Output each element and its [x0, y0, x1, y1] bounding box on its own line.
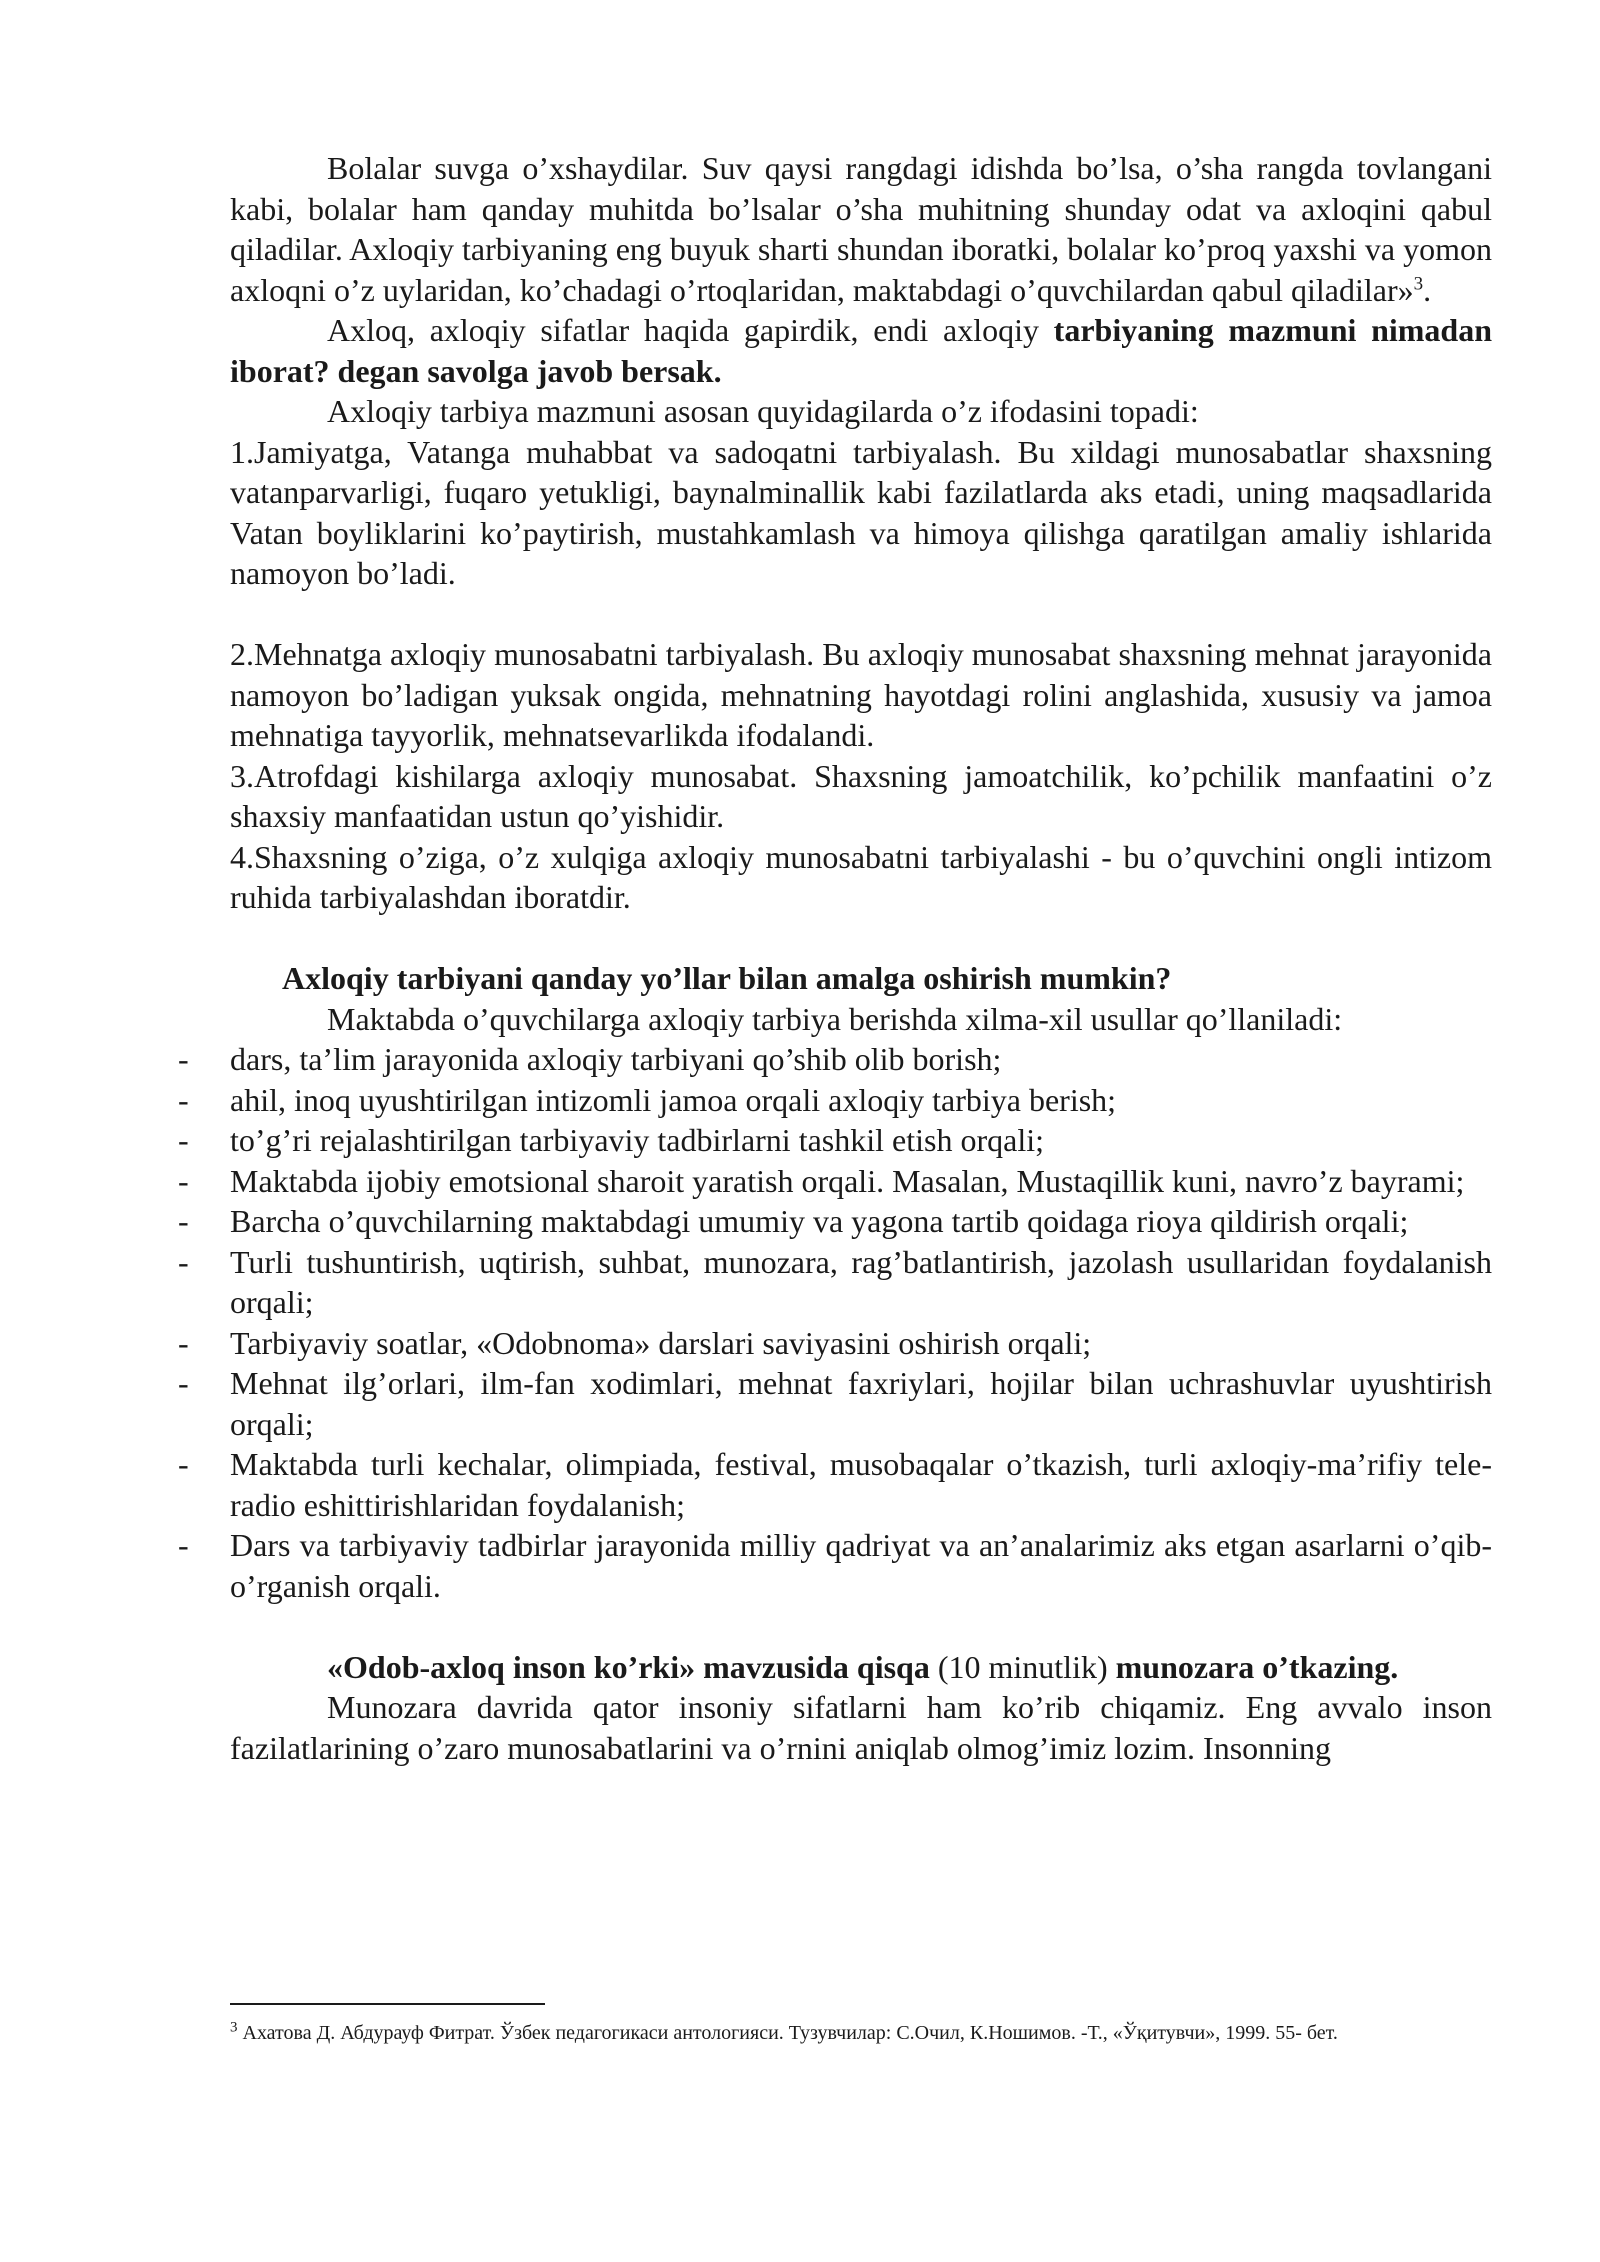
- dash-bullet: -: [178, 1203, 189, 1239]
- dash-bullet: -: [178, 1365, 189, 1401]
- dash-bullet: -: [178, 1041, 189, 1077]
- section-heading-text: Axloqiy tarbiyani qanday yo’llar bilan amalga oshirish mumkin?: [282, 960, 1172, 996]
- dash-bullet: -: [178, 1243, 189, 1280]
- footnote-text: Ахатова Д. Абдурауф Фитрат. Ўзбек педагогикаси антологияси. Тузувчилар: С.Очил, К.Ношимов. -Т., «Ўқитувчи», 1999. 55- бет.: [237, 2022, 1338, 2044]
- list-item-text: dars, ta’lim jarayonida axloqiy tarbiyani qo’shib olib borish;: [230, 1041, 1002, 1077]
- list-item: [178, 1039, 1492, 1080]
- bold-task-text: munozara o’tkazing.: [1115, 1648, 1399, 1685]
- blank-line: [230, 918, 1492, 959]
- list-item-text: Mehnat ilg’orlari, ilm-fan xodimlari, mehnat faxriylari, hojilar bilan uchrashuvlar uyushtirish orqali;: [230, 1365, 1492, 1442]
- footnote-separator: [230, 2003, 545, 2005]
- paragraph-end-punct: .: [1423, 271, 1432, 308]
- paragraph-content-question: [230, 310, 1492, 391]
- paragraph-discussion-body: Munozara davrida qator insoniy sifatlarni ham ko’rib chiqamiz. Eng avvalo inson fazilatlarining o’zaro munosabatlarini va o’rnini aniqlab olmog’imiz lozim. Insonning: [230, 1689, 1492, 1766]
- dash-bullet: -: [178, 1122, 189, 1158]
- footnote-number: 3: [230, 2019, 238, 2036]
- paragraph-item-1: 1.Jamiyatga, Vatanga muhabbat va sadoqatni tarbiyalash. Bu xildagi munosabatlar shaxsning vatanparvarligi, fuqaro yetukligi, baynalminallik kabi fazilatlarda aks etadi, uning maqsadlarida Vatan boyliklarini ko’paytirish, mustahkamlash va himoya qilishga qaratilgan amaliy ishlarida namoyon bo’ladi.: [230, 433, 1492, 591]
- list-item: [178, 1201, 1492, 1242]
- paragraph-item-2: 2.Mehnatga axloqiy munosabatni tarbiyalash. Bu axloqiy munosabat shaxsning mehnat jarayonida namoyon bo’ladigan yuksak ongida, mehnatning hayotdagi rolini anglashida, xususiy va jamoa mehnatiga tayyorlik, mehnatsevarlikda ifodalandi.: [230, 636, 1492, 753]
- document-body: [178, 148, 1492, 1768]
- list-item-text: Barcha o’quvchilarning maktabdagi umumiy va yagona tartib qoidaga rioya qildirish orqali;: [230, 1203, 1409, 1239]
- list-item: [178, 1080, 1492, 1121]
- methods-list: [178, 1039, 1492, 1606]
- paragraph-children-like-water: [230, 148, 1492, 310]
- list-item: [178, 1363, 1492, 1444]
- footnote: [230, 2018, 1492, 2048]
- paragraph-text: Axloq, axloqiy sifatlar haqida gapirdik, endi axloqiy: [327, 312, 1054, 348]
- list-item: [178, 1525, 1492, 1606]
- list-item-text: Dars va tarbiyaviy tadbirlar jarayonida milliy qadriyat va an’analarimiz aks etgan asarlarni o’qib-o’rganish orqali.: [230, 1527, 1492, 1604]
- paragraph-methods-intro: Maktabda o’quvchilarga axloqiy tarbiya berishda xilma-xil usullar qo’llaniladi:: [327, 1000, 1343, 1037]
- dash-bullet: -: [178, 1081, 189, 1118]
- paragraph-item-4: 4.Shaxsning o’ziga, o’z xulqiga axloqiy munosabatni tarbiyalashi - bu o’quvchini ongli intizom ruhida tarbiyalashdan iboratdir.: [230, 838, 1492, 915]
- list-item: [178, 1161, 1492, 1202]
- list-item: [178, 1120, 1492, 1161]
- list-item: [178, 1323, 1492, 1364]
- footnote-reference[interactable]: 3: [1413, 272, 1424, 294]
- list-item-text: Maktabda ijobiy emotsional sharoit yaratish orqali. Masalan, Mustaqillik kuni, navro’z bayrami;: [230, 1162, 1465, 1199]
- blank-line: [230, 1606, 1492, 1647]
- paragraph-text: Bolalar suvga o’xshaydilar. Suv qaysi rangdagi idishda bo’lsa, o’sha rangda tovlangani kabi, bolalar ham qanday muhitda bo’lsalar o’sha muhitning shunday odat va axloqini qabul qiladilar. Axloqiy tarbiyaning eng buyuk sharti shundan iboratki, bolalar ko’proq yaxshi va yomon axloqni o’z uylaridan, ko’chadagi o’rtoqlaridan, maktabdagi o’quvchilardan qabul qiladilar»: [230, 150, 1492, 308]
- blank-line: [230, 594, 1492, 635]
- list-item-text: Tarbiyaviy soatlar, «Odobnoma» darslari saviyasini oshirish orqali;: [230, 1324, 1092, 1361]
- dash-bullet: -: [178, 1162, 189, 1199]
- dash-bullet: -: [178, 1446, 189, 1482]
- list-item: [178, 1242, 1492, 1323]
- list-item-text: Turli tushuntirish, uqtirish, suhbat, munozara, rag’batlantirish, jazolash usullaridan foydalanish orqali;: [230, 1243, 1492, 1320]
- paragraph-discussion-task: [230, 1647, 1492, 1688]
- bold-task-text: «Odob-axloq inson ko’rki» mavzusida qisqa: [327, 1648, 930, 1685]
- list-item-text: Maktabda turli kechalar, olimpiada, festival, musobaqalar o’tkazish, turli axloqiy-ma’rifiy tele-radio eshittirishlaridan foydalanish;: [230, 1446, 1492, 1523]
- list-item-text: ahil, inoq uyushtirilgan intizomli jamoa orqali axloqiy tarbiya berish;: [230, 1081, 1117, 1118]
- paragraph-intro-list: Axloqiy tarbiya mazmuni asosan quyidagilarda o’z ifodasini topadi:: [327, 393, 1199, 429]
- dash-bullet: -: [178, 1324, 189, 1361]
- dash-bullet: -: [178, 1527, 189, 1563]
- list-item: [178, 1444, 1492, 1525]
- paragraph-item-3: 3.Atrofdagi kishilarga axloqiy munosabat. Shaxsning jamoatchilik, ko’pchilik manfaatini o’z shaxsiy manfaatidan ustun qo’yishidir.: [230, 757, 1492, 834]
- bold-question-text: tarbiyaning mazmuni nimadan iborat? degan savolga javob bersak.: [230, 312, 1492, 389]
- task-duration-text: (10 minutlik): [929, 1648, 1116, 1685]
- list-item-text: to’g’ri rejalashtirilgan tarbiyaviy tadbirlarni tashkil etish orqali;: [230, 1122, 1044, 1158]
- section-heading: [230, 958, 1492, 999]
